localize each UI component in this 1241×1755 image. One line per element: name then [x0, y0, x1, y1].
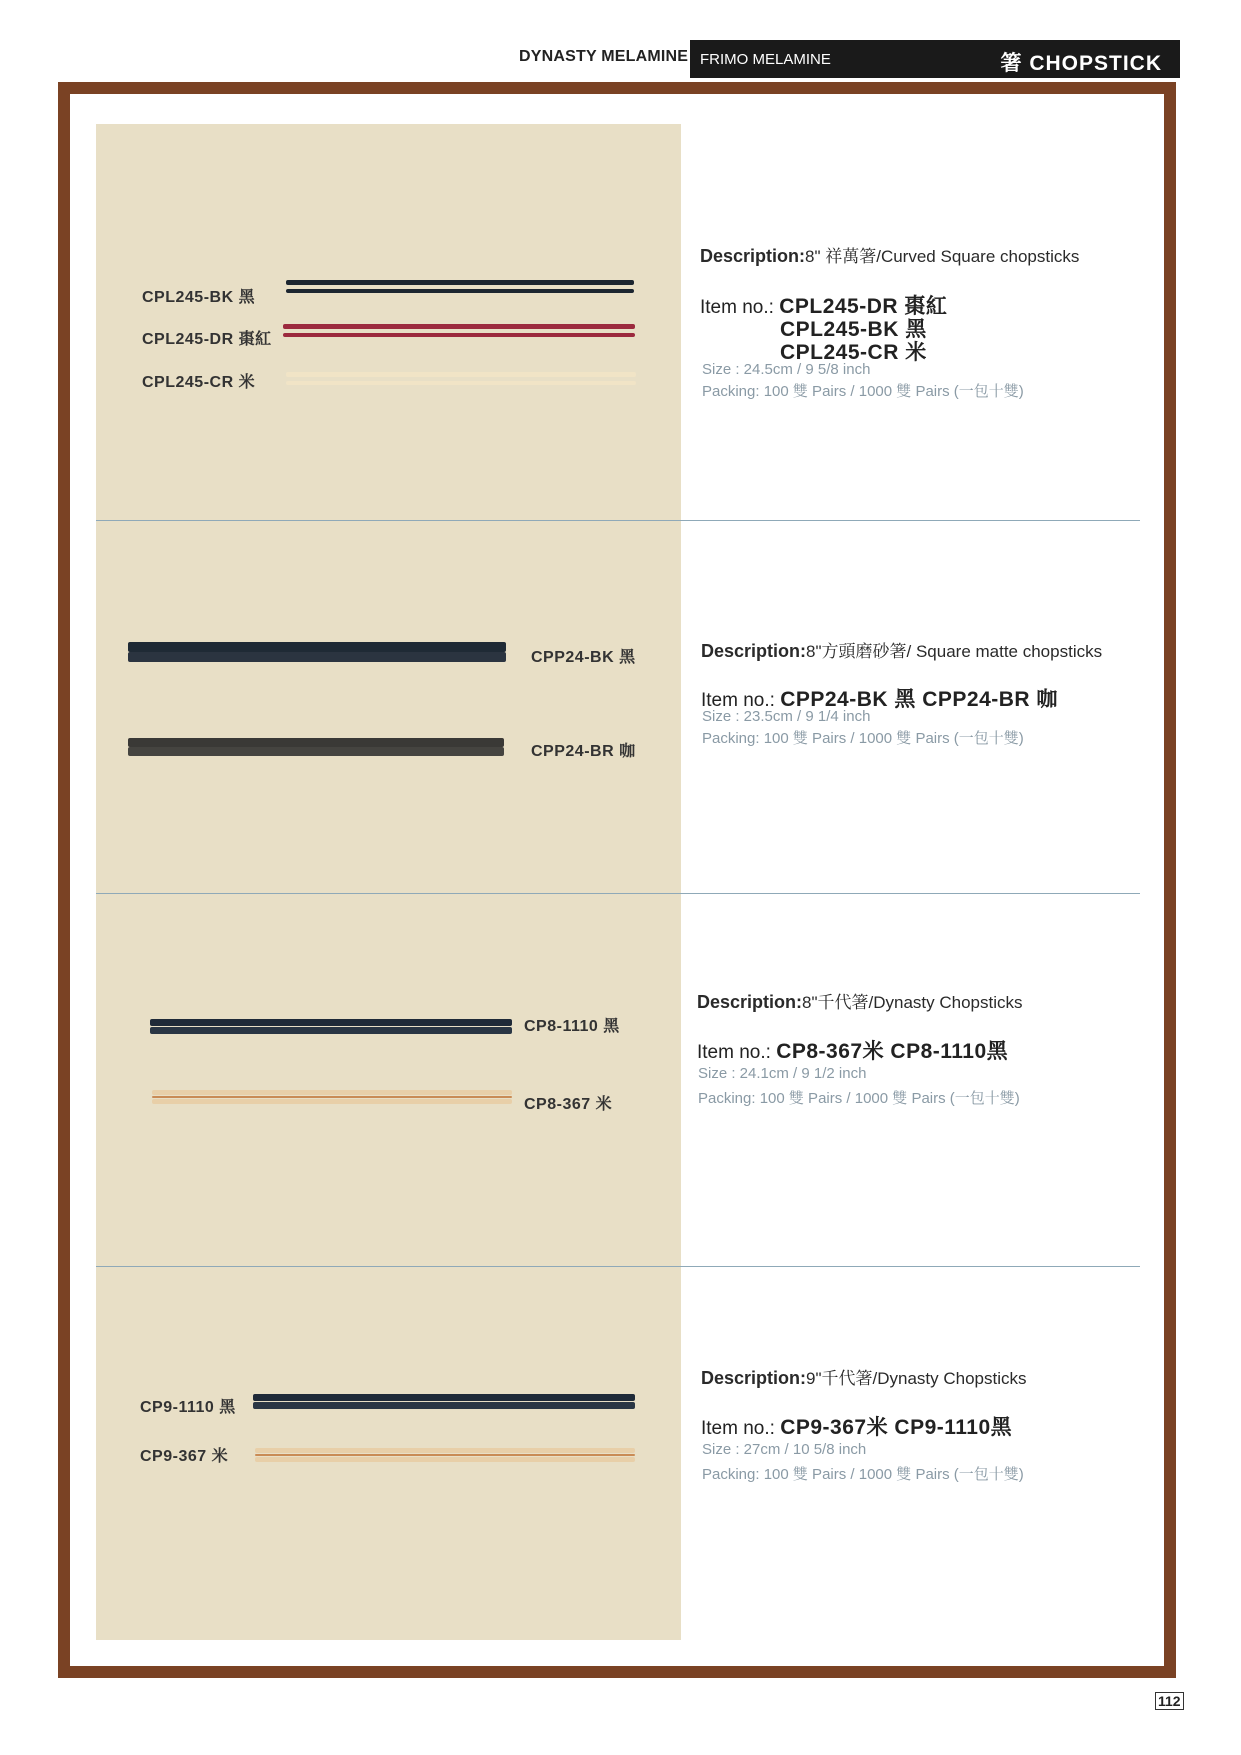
chopstick-red — [283, 324, 635, 329]
item-code: CP8-367米 CP8-1110黑 — [776, 1040, 1009, 1063]
chopstick-brown — [128, 738, 504, 747]
product-packing: Packing: 100 雙 Pairs / 1000 雙 Pairs (一包十雙) — [698, 1090, 1020, 1107]
product-label: CPL245-BK 黑 — [142, 289, 256, 306]
section-divider — [96, 520, 1140, 521]
item-code: CPL245-DR 棗紅 — [779, 295, 948, 318]
product-size: Size : 23.5cm / 9 1/4 inch — [702, 708, 871, 725]
chopstick-black — [286, 289, 634, 293]
product-label: CPL245-DR 棗紅 — [142, 331, 272, 348]
chopstick-black — [150, 1019, 512, 1026]
chopstick-cream — [286, 372, 636, 377]
product-label: CPL245-CR 米 — [142, 374, 256, 391]
item-numbers: Item no.: CP9-367米 CP9-1110黑 — [701, 1416, 1013, 1439]
header-tab-frimo-melamine[interactable]: FRIMO MELAMINE — [700, 51, 831, 68]
product-label: CP8-1110 黑 — [524, 1018, 620, 1035]
product-size: Size : 24.5cm / 9 5/8 inch — [702, 361, 871, 378]
chopstick-cream — [255, 1457, 635, 1462]
header-bar — [690, 40, 1180, 78]
product-label: CP8-367 米 — [524, 1096, 613, 1113]
product-label: CP9-1110 黑 — [140, 1399, 236, 1416]
item-code: CPL245-CR 米 — [780, 341, 927, 364]
product-description: Description:8" 祥萬箸/Curved Square chopsticks — [700, 246, 1080, 266]
section-divider — [96, 1266, 1140, 1267]
product-description: Description:8"方頭磨砂箸/ Square matte chopsticks — [701, 641, 1103, 661]
item-numbers: Item no.: CPP24-BK 黑 CPP24-BR 咖 — [701, 688, 1058, 711]
header-tab-dynasty-melamine[interactable]: DYNASTY MELAMINE — [519, 48, 689, 65]
chopstick-cream — [152, 1096, 512, 1098]
chopstick-cream — [255, 1454, 635, 1456]
product-label: CP9-367 米 — [140, 1448, 229, 1465]
chopstick-black — [128, 642, 506, 652]
chopstick-red — [283, 333, 635, 337]
product-packing: Packing: 100 雙 Pairs / 1000 雙 Pairs (一包十雙) — [702, 730, 1024, 747]
chopstick-black — [286, 280, 634, 285]
page-number: 112 — [1155, 1692, 1184, 1710]
category-title: 箸 CHOPSTICK — [1000, 52, 1162, 75]
chopstick-brown — [128, 747, 504, 756]
item-numbers: Item no.: CPL245-DR 棗紅 — [700, 295, 948, 318]
item-code: CPL245-BK 黑 — [780, 318, 927, 341]
chopstick-black — [253, 1394, 635, 1401]
product-size: Size : 24.1cm / 9 1/2 inch — [698, 1065, 867, 1082]
section-divider — [96, 893, 1140, 894]
item-code: CP9-367米 CP9-1110黑 — [780, 1416, 1013, 1439]
product-label: CPP24-BK 黑 — [531, 649, 636, 666]
product-description: Description:9"千代箸/Dynasty Chopsticks — [701, 1368, 1027, 1388]
chopstick-cream — [152, 1099, 512, 1104]
chopstick-black — [253, 1402, 635, 1409]
item-numbers: Item no.: CP8-367米 CP8-1110黑 — [697, 1040, 1009, 1063]
product-description: Description:8"千代箸/Dynasty Chopsticks — [697, 992, 1023, 1012]
chopstick-cream — [152, 1090, 512, 1095]
product-size: Size : 27cm / 10 5/8 inch — [702, 1441, 867, 1458]
product-packing: Packing: 100 雙 Pairs / 1000 雙 Pairs (一包十雙) — [702, 1466, 1024, 1483]
chopstick-black — [128, 652, 506, 662]
product-label: CPP24-BR 咖 — [531, 743, 636, 760]
product-packing: Packing: 100 雙 Pairs / 1000 雙 Pairs (一包十雙) — [702, 383, 1024, 400]
chopstick-black — [150, 1027, 512, 1034]
item-code: CPP24-BK 黑 CPP24-BR 咖 — [780, 688, 1058, 711]
chopstick-cream — [255, 1448, 635, 1453]
chopstick-cream — [286, 381, 636, 385]
